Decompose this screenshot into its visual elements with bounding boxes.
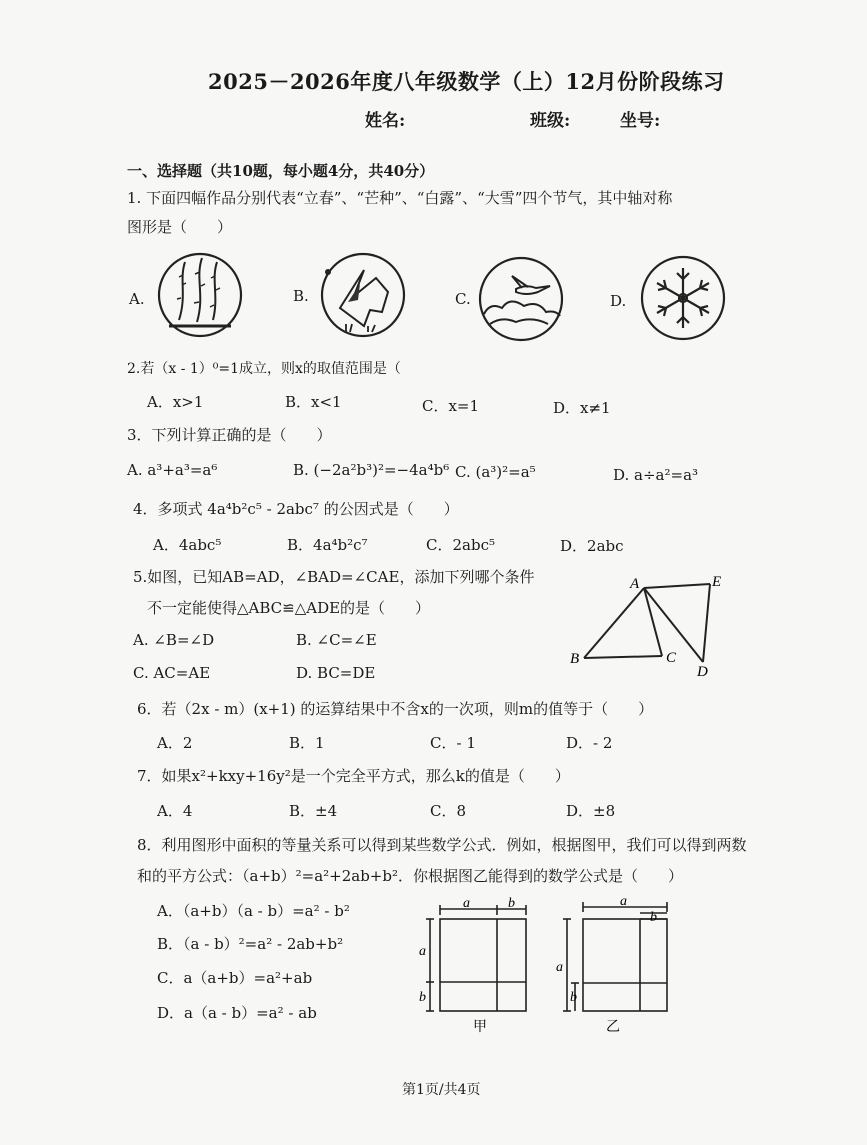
point-d-label: D: [697, 664, 708, 680]
q1-option-d-label: D.: [610, 292, 627, 310]
q3-option-c: C. (a³)²=a⁵: [455, 463, 536, 481]
q7-option-b: B．±4: [289, 802, 338, 820]
q8-option-d: D．a（a - b）=a² - ab: [157, 1004, 317, 1022]
q3-option-a: A. a³+a³=a⁶: [127, 461, 218, 479]
q8-option-c: C．a（a+b）=a²+ab: [157, 969, 313, 987]
point-a-label: A: [630, 576, 640, 592]
section-heading: 一、选择题（共10题，每小题4分，共40分）: [127, 162, 435, 180]
fig1-caption: 甲: [473, 1019, 487, 1035]
q1-stem-line1: 1. 下面四幅作品分别代表“立春”、“芒种”、“白露”、“大雪”四个节气，其中轴对称: [127, 189, 673, 207]
q8-option-b: B．（a - b）²=a² - 2ab+b²: [157, 935, 344, 953]
q2-option-a: A．x>1: [147, 393, 204, 411]
page-footer: 第1页/共4页: [402, 1082, 481, 1098]
daxue-snowflake-image: [638, 253, 728, 343]
mangzhong-farmer-image: [318, 250, 408, 340]
bailu-bird-cloud-image: [476, 254, 566, 344]
q4-option-b: B．4a⁴b²c⁷: [287, 536, 368, 554]
name-field-label: 姓名:: [365, 111, 406, 131]
q8-stem-line1: 8．利用图形中面积的等量关系可以得到某些数学公式．例如，根据图甲，我们可以得到两数: [137, 836, 747, 854]
q6-option-a: A．2: [157, 734, 193, 752]
q4-option-c: C．2abc⁵: [426, 536, 495, 554]
point-c-label: C: [666, 650, 677, 666]
q2-option-d: D．x≠1: [553, 399, 611, 417]
q7-option-c: C．8: [430, 802, 467, 820]
q2-option-b: B．x<1: [285, 393, 342, 411]
point-b-label: B: [570, 651, 580, 667]
figure-yi: [550, 893, 680, 1038]
fig2-side-a-label: a: [556, 960, 563, 975]
q5-stem-line2: 不一定能使得△ABC≌△ADE的是（ ）: [147, 599, 431, 617]
q5-option-d: D. BC=DE: [296, 664, 376, 682]
q6-option-d: D．- 2: [566, 734, 613, 752]
q5-option-b: B. ∠C=∠E: [296, 631, 377, 649]
q3-option-d: D. a÷a²=a³: [613, 466, 699, 484]
q1-option-a-label: A.: [129, 290, 145, 308]
q7-stem: 7．如果x²+kxy+16y²是一个完全平方式，那么k的值是（ ）: [137, 767, 570, 785]
q3-option-b: B. (−2a²b³)²=−4a⁴b⁶: [293, 461, 450, 479]
point-e-label: E: [712, 574, 722, 590]
q5-triangle-figure: [560, 570, 740, 680]
fig1-top-a-label: a: [463, 896, 470, 911]
q1-option-c-label: C.: [455, 290, 471, 308]
figure-jia: [415, 895, 545, 1040]
fig1-top-b-label: b: [508, 896, 515, 911]
q4-option-d: D．2abc: [560, 537, 624, 555]
seat-field-label: 坐号:: [620, 111, 661, 131]
q4-stem: 4．多项式 4a⁴b²c⁵ - 2abc⁷ 的公因式是（ ）: [133, 500, 459, 518]
q3-stem: 3．下列计算正确的是（ ）: [127, 426, 332, 444]
q6-option-b: B．1: [289, 734, 325, 752]
fig2-top-b-label: b: [650, 910, 657, 925]
q5-option-c: C. AC=AE: [133, 664, 211, 682]
q5-stem-line1: 5.如图，已知AB=AD，∠BAD=∠CAE，添加下列哪个条件: [133, 568, 535, 586]
q1-stem-line2: 图形是（ ）: [127, 218, 233, 236]
fig2-top-a-label: a: [620, 894, 627, 909]
page-title: 2025－2026年度八年级数学（上）12月份阶段练习: [208, 69, 725, 94]
q6-stem: 6．若（2x - m）(x+1) 的运算结果中不含x的一次项，则m的值等于（ ）: [137, 700, 654, 718]
class-field-label: 班级:: [530, 111, 571, 131]
fig1-side-a-label: a: [419, 944, 426, 959]
q6-option-c: C．- 1: [430, 734, 476, 752]
q2-stem: 2.若（x - 1）⁰=1成立，则x的取值范围是（: [127, 361, 401, 377]
fig2-caption: 乙: [606, 1019, 620, 1035]
q7-option-a: A．4: [157, 802, 193, 820]
q2-option-c: C．x=1: [422, 397, 480, 415]
fig1-side-b-label: b: [419, 990, 426, 1005]
q5-option-a: A. ∠B=∠D: [133, 631, 215, 649]
fig2-side-b-label: b: [570, 990, 577, 1005]
q4-option-a: A．4abc⁵: [153, 536, 222, 554]
q7-option-d: D．±8: [566, 802, 616, 820]
q8-stem-line2: 和的平方公式：（a+b）²=a²+2ab+b²．你根据图乙能得到的数学公式是（ ）: [137, 867, 683, 885]
q8-option-a: A．（a+b）（a - b）=a² - b²: [157, 902, 350, 920]
q1-option-b-label: B.: [293, 287, 309, 305]
lichun-willow-image: [155, 250, 245, 340]
